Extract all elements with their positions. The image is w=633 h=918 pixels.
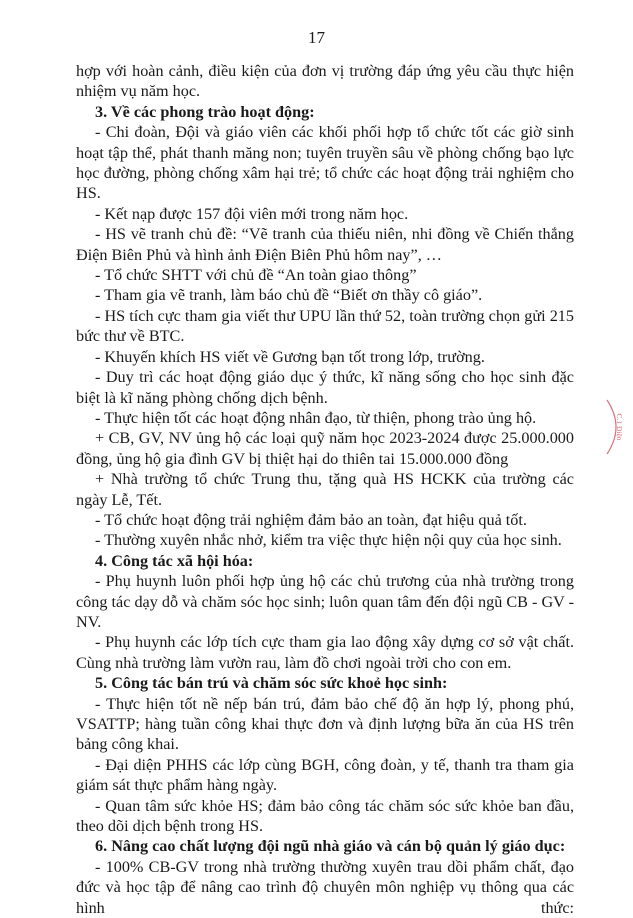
list-item: - Thực hiện tốt nề nếp bán trú, đảm bảo chế độ ăn hợp lý, phong phú, VSATTP; hàng tuần công khai thực đơn và định lượng bữa ăn của HS trên bảng công khai. — [76, 694, 574, 754]
list-item: - Quan tâm sức khỏe HS; đảm bảo công tác chăm sóc sức khỏe ban đầu, theo dõi dịch bệnh trong HS. — [76, 796, 574, 836]
list-item: - HS vẽ tranh chủ đề: “Vẽ tranh của thiếu niên, nhi đồng về Chiến thắng Điện Biên Phủ và hình ảnh Điện Biên Phủ hôm nay”, … — [76, 225, 574, 264]
section-heading-activities: 3. Về các phong trào hoạt động: — [95, 102, 315, 121]
list-item: - Phụ huynh luôn phối hợp ủng hộ các chủ trương của nhà trường trong công tác dạy dỗ và chăm sóc học sinh; luôn quan tâm đến đội ngũ CB - GV - NV. — [76, 572, 574, 631]
list-item: - Kết nạp được 157 đội viên mới trong năm học. — [95, 204, 409, 223]
list-item: - Tham gia vẽ tranh, làm báo chủ đề “Biết ơn thầy cô giáo”. — [95, 286, 483, 305]
list-item: - Khuyến khích HS viết về Gương bạn tốt trong lớp, trường. — [95, 347, 485, 366]
list-item: - Phụ huynh các lớp tích cực tham gia lao động xây dựng cơ sở vật chất. Cùng nhà trường làm vườn rau, làm đồ chơi ngoài trời cho con em. — [76, 633, 574, 672]
list-item: + Nhà trường tổ chức Trung thu, tặng quà HS HCKK của trường các ngày Lễ, Tết. — [76, 470, 574, 509]
list-item: - Tổ chức hoạt động trải nghiệm đảm bảo an toàn, đạt hiệu quả tốt. — [95, 510, 527, 529]
list-item: - HS tích cực tham gia viết thư UPU lần thứ 52, toàn trường chọn gửi 215 bức thư về BTC. — [76, 306, 574, 346]
list-item: - Thường xuyên nhắc nhở, kiểm tra việc thực hiện nội quy của học sinh. — [95, 531, 562, 550]
document-body — [76, 61, 574, 918]
section-heading-socialization: 4. Công tác xã hội hóa: — [95, 551, 254, 570]
list-item: - 100% CB-GV trong nhà trường thường xuyên trau dồi phẩm chất, đạo đức và học tập để nâng cao trình độ chuyên môn nghiệp vụ thông qua các hình thức: — [76, 857, 574, 917]
section-heading-staff-quality: 6. Nâng cao chất lượng đội ngũ nhà giáo và cán bộ quản lý giáo dục: — [95, 837, 566, 856]
list-item: - Tổ chức SHTT với chủ đề “An toàn giao thông” — [95, 266, 417, 285]
section-heading-boarding-health: 5. Công tác bán trú và chăm sóc sức khoẻ học sinh: — [95, 674, 448, 693]
list-item: - Thực hiện tốt các hoạt động nhân đạo, từ thiện, phong trào ủng hộ. — [95, 408, 537, 427]
stamp-mark — [603, 398, 631, 456]
list-item: + CB, GV, NV ủng hộ các loại quỹ năm học 2023-2024 được 25.000.000 đồng, ủng hộ gia đình GV bị thiệt hại do thiên tai 15.000.000 đồng — [76, 429, 574, 468]
list-item: - Duy trì các hoạt động giáo dục ý thức, kĩ năng sống cho học sinh đặc biệt là kĩ năng phòng chống dịch bệnh. — [76, 368, 574, 407]
paragraph-intro-continuation: hợp với hoàn cảnh, điều kiện của đơn vị trường đáp ứng yêu cầu thực hiện nhiệm vụ năm học. — [76, 62, 574, 101]
page-number: 17 — [308, 28, 325, 47]
list-item: - Đại diện PHHS các lớp cùng BGH, công đoàn, y tế, thanh tra tham gia giám sát thực phẩm hàng ngày. — [76, 755, 574, 795]
list-item: - Chi đoàn, Đội và giáo viên các khối phối hợp tổ chức tốt các giờ sinh hoạt tập thể, phát thanh măng non; tuyên truyền sâu về phòng chống bạo lực học đường, phòng chống xâm hại trẻ; tổ chức các hoạt động trải nghiệm cho HS. — [76, 123, 574, 203]
stamp-text: C.1 Điện — [615, 413, 624, 441]
